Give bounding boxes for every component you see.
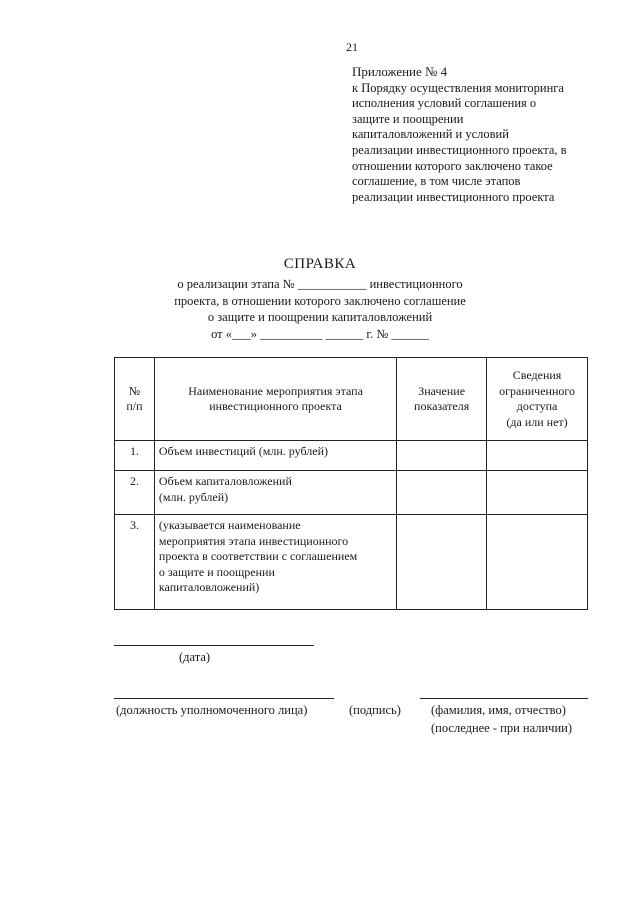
table-row bbox=[115, 515, 588, 610]
row-value-cell[interactable] bbox=[397, 515, 487, 610]
row-number: 1. bbox=[115, 441, 155, 471]
table-row bbox=[115, 471, 588, 515]
table-row bbox=[115, 441, 588, 471]
appendix-line: реализации инвестиционного проекта, в bbox=[352, 142, 567, 157]
name-line bbox=[420, 698, 588, 699]
report-table bbox=[114, 357, 588, 610]
appendix-header bbox=[352, 64, 602, 205]
appendix-line: реализации инвестиционного проекта bbox=[352, 189, 555, 204]
document-subtitle bbox=[0, 276, 640, 342]
position-line bbox=[114, 698, 334, 699]
appendix-line: исполнения условий соглашения о bbox=[352, 96, 537, 111]
position-label: (должность уполномоченного лица) bbox=[116, 703, 308, 717]
subtitle-line: о защите и поощрении капиталовложений bbox=[207, 310, 433, 324]
page-number: 21 bbox=[346, 40, 358, 54]
appendix-line: отношении которого заключено такое bbox=[352, 158, 553, 173]
header-value: Значение показателя bbox=[397, 358, 487, 441]
row-number: 3. bbox=[115, 515, 155, 610]
subtitle-line: проекта, в отношении которого заключено соглашение bbox=[174, 293, 466, 308]
date-label: (дата) bbox=[179, 650, 211, 664]
header-name: Наименование мероприятия этапа инвестиционного проекта bbox=[154, 358, 396, 441]
table-header-row bbox=[115, 358, 588, 441]
document-title: СПРАВКА bbox=[283, 256, 357, 272]
appendix-line: защите и поощрении bbox=[352, 111, 464, 126]
date-line bbox=[114, 645, 314, 646]
name-note: (последнее - при наличии) bbox=[431, 721, 572, 735]
subtitle-line: о реализации этапа № ___________ инвестиционного bbox=[177, 277, 463, 291]
row-restricted-cell[interactable] bbox=[487, 471, 588, 515]
appendix-line: к Порядку осуществления мониторинга bbox=[352, 80, 564, 95]
row-number: 2. bbox=[115, 471, 155, 515]
row-restricted-cell[interactable] bbox=[487, 515, 588, 610]
header-restricted: Сведения ограниченного доступа (да или нет) bbox=[487, 358, 588, 441]
name-label: (фамилия, имя, отчество) bbox=[431, 703, 566, 717]
row-value-cell[interactable] bbox=[397, 471, 487, 515]
signature-label: (подпись) bbox=[349, 703, 401, 717]
subtitle-line: от «___» __________ ______ г. № ______ bbox=[211, 326, 429, 341]
header-number: № п/п bbox=[115, 358, 155, 441]
row-name: Объем инвестиций (млн. рублей) bbox=[154, 441, 396, 471]
row-name: Объем капиталовложений (млн. рублей) bbox=[154, 471, 396, 515]
appendix-line: соглашение, в том числе этапов bbox=[352, 174, 521, 189]
row-value-cell[interactable] bbox=[397, 441, 487, 471]
appendix-line: капиталовложений и условий bbox=[352, 127, 509, 142]
appendix-title: Приложение № 4 bbox=[352, 64, 448, 79]
row-restricted-cell[interactable] bbox=[487, 441, 588, 471]
row-name: (указывается наименование мероприятия этапа инвестиционного проекта в соответствии с соглашением о защите и поощрении капиталовложений) bbox=[154, 515, 396, 610]
